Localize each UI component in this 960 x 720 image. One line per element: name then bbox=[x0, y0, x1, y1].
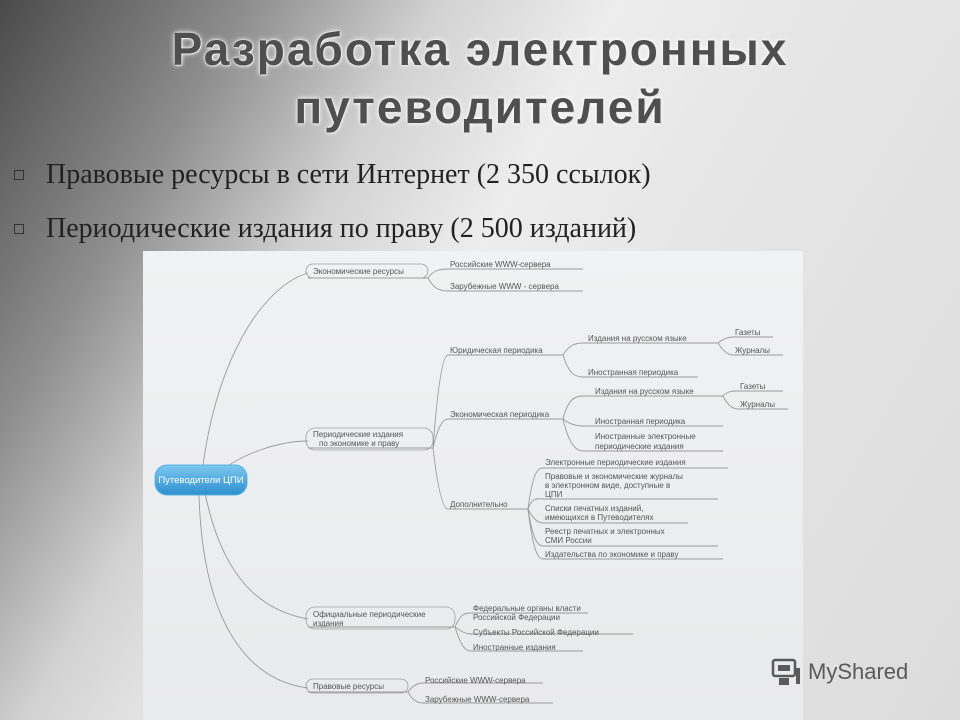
slide-title-line-1: Разработка электронных bbox=[171, 23, 789, 75]
leaf-econ-foreign-www: Зарубежные WWW - сервера bbox=[450, 282, 559, 291]
myshared-logo-icon bbox=[770, 656, 802, 688]
leaf-eco-newspapers: Газеты bbox=[740, 382, 766, 391]
node-official-line-1: Официальные периодические bbox=[313, 610, 426, 619]
leaf-extra-4-line-1: Реестр печатных и электронных bbox=[545, 527, 665, 536]
leaf-eco-journals: Журналы bbox=[740, 400, 775, 409]
leaf-eco-foreign: Иностранная периодика bbox=[595, 417, 686, 426]
leaf-jur-newspapers: Газеты bbox=[735, 328, 761, 337]
leaf-extra-1: Электронные периодические издания bbox=[545, 458, 686, 467]
slide-title-line-2: путеводителей bbox=[294, 81, 666, 133]
mind-map-image bbox=[143, 251, 803, 720]
bullet-item bbox=[14, 148, 651, 202]
connector-lines bbox=[199, 269, 788, 703]
leaf-extra-3-line-2: имеющихся в Путеводителях bbox=[545, 513, 654, 522]
leaf-official-2: Субъекты Российской Федерации bbox=[473, 628, 599, 637]
leaf-extra-3-line-1: Списки печатных изданий, bbox=[545, 504, 644, 513]
leaf-eco-foreign-el-line-2: периодические издания bbox=[595, 442, 684, 451]
bullet-text: Правовые ресурсы в сети Интернет (2 350 ссылок) bbox=[46, 159, 651, 190]
bullet-text: Периодические издания по праву (2 500 изданий) bbox=[46, 213, 637, 244]
node-legal-resources: Правовые ресурсы bbox=[313, 682, 384, 691]
node-additional: Дополнительно bbox=[450, 500, 508, 509]
leaf-econ-ru-www: Российские WWW-сервера bbox=[450, 260, 551, 269]
bullet-list bbox=[14, 148, 651, 256]
leaf-official-1-line-1: Федеральные органы власти bbox=[473, 604, 581, 613]
node-econ-resources: Экономические ресурсы bbox=[313, 267, 404, 276]
leaf-jur-foreign: Иностранная периодика bbox=[588, 368, 679, 377]
node-econ-periodicals: Экономическая периодика bbox=[450, 410, 550, 419]
mind-map-root-label: Путеводители ЦПИ bbox=[158, 475, 244, 486]
node-legal-periodicals: Юридическая периодика bbox=[450, 346, 543, 355]
leaf-legal-ru-www: Российские WWW-сервера bbox=[425, 676, 526, 685]
leaf-jur-russian: Издания на русском языке bbox=[588, 334, 687, 343]
leaf-extra-2-line-3: ЦПИ bbox=[545, 490, 563, 499]
leaf-extra-2-line-1: Правовые и экономические журналы bbox=[545, 472, 683, 481]
leaf-legal-foreign-www: Зарубежные WWW-сервера bbox=[425, 695, 530, 704]
myshared-watermark bbox=[770, 656, 908, 688]
watermark-text: MyShared bbox=[808, 659, 909, 684]
leaf-official-3: Иностранные издания bbox=[473, 643, 556, 652]
leaf-extra-2-line-2: в электронном виде, доступные в bbox=[545, 481, 671, 490]
leaf-official-1-line-2: Российской Федерации bbox=[473, 613, 560, 622]
mind-map-diagram bbox=[143, 251, 803, 720]
bullet-item bbox=[14, 202, 651, 256]
leaf-extra-5: Издательства по экономике и праву bbox=[545, 550, 679, 559]
leaf-eco-russian: Издания на русском языке bbox=[595, 387, 694, 396]
leaf-extra-4-line-2: СМИ России bbox=[545, 536, 592, 545]
leaf-eco-foreign-el-line-1: Иностранные электронные bbox=[595, 432, 696, 441]
node-periodicals-line-2: по экономике и праву bbox=[319, 439, 400, 448]
square-bullet-icon bbox=[14, 170, 24, 180]
node-periodicals-line-1: Периодические издания bbox=[313, 430, 404, 439]
node-official-line-2: издания bbox=[313, 619, 344, 628]
leaf-jur-journals: Журналы bbox=[735, 346, 770, 355]
square-bullet-icon bbox=[14, 224, 24, 234]
